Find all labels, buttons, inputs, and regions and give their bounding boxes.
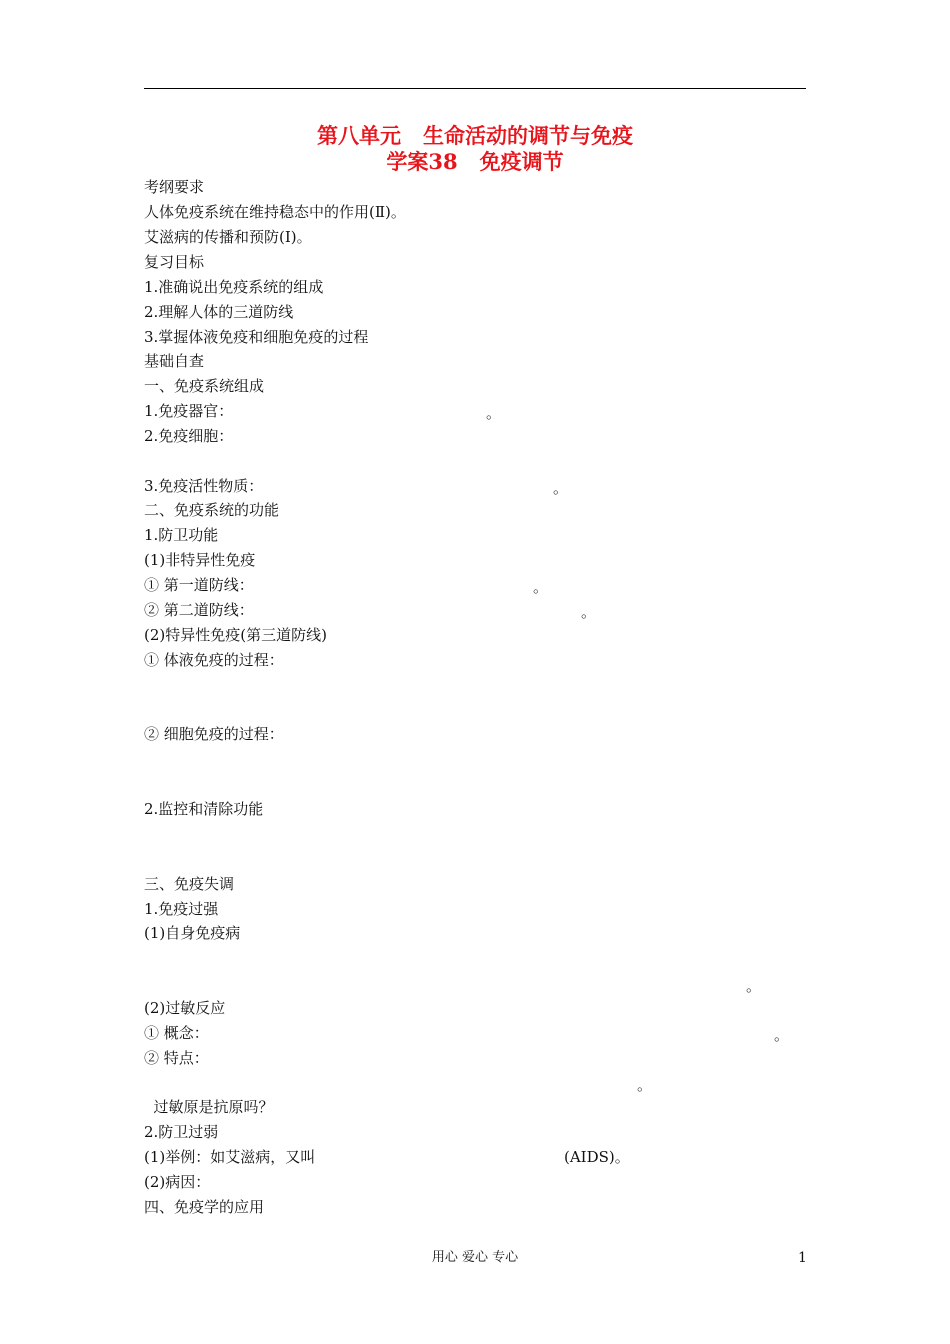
fill-in-item: ② 第二道防线： <box>144 601 254 619</box>
fill-in-item: ① 第一道防线： <box>144 576 254 594</box>
syllabus-item: 人体免疫系统在维持稳态中的作用(Ⅱ)。 <box>144 203 406 221</box>
blank-end-mark: 。 <box>774 1026 790 1044</box>
footer-motto: 用心 爱心 专心 <box>431 1250 519 1265</box>
section-heading-basics: 基础自查 <box>144 352 205 370</box>
fill-in-item: 2.监控和清除功能 <box>144 800 264 818</box>
fill-in-item: 2.防卫过弱 <box>144 1123 219 1141</box>
syllabus-item: 艾滋病的传播和预防(Ⅰ)。 <box>144 228 312 246</box>
fill-in-item: (2)特异性免疫(第三道防线) <box>144 626 327 644</box>
aids-blank-suffix: (AIDS)。 <box>564 1148 630 1166</box>
header-rule <box>144 88 806 89</box>
case-title: 学案38 免疫调节 <box>386 149 564 174</box>
fill-in-item: 1.免疫过强 <box>144 900 219 918</box>
section-heading-goals: 复习目标 <box>144 253 205 271</box>
fill-in-item: (1)自身免疫病 <box>144 924 241 942</box>
fill-in-item: 2.免疫细胞： <box>144 427 234 445</box>
blank-end-mark: 。 <box>746 977 762 995</box>
fill-in-item: 1.免疫器官： <box>144 402 234 420</box>
fill-in-item: ② 特点： <box>144 1049 209 1067</box>
goal-item: 2.理解人体的三道防线 <box>144 303 294 321</box>
page-number: 1 <box>798 1250 807 1266</box>
blank-end-mark: 。 <box>581 603 597 621</box>
blank-end-mark: 。 <box>533 578 549 596</box>
blank-end-mark: 。 <box>637 1076 653 1094</box>
goal-item: 1.准确说出免疫系统的组成 <box>144 278 324 296</box>
subsection-heading: 三、免疫失调 <box>144 875 235 893</box>
section-heading-syllabus: 考纲要求 <box>144 178 205 196</box>
unit-title: 第八单元 生命活动的调节与免疫 <box>317 123 633 148</box>
fill-in-item: (2)过敏反应 <box>144 999 226 1017</box>
fill-in-item: (1)非特异性免疫 <box>144 551 256 569</box>
subsection-heading: 一、免疫系统组成 <box>144 377 265 395</box>
fill-in-item: (1)举例：如艾滋病，又叫 <box>144 1148 316 1166</box>
goal-item: 3.掌握体液免疫和细胞免疫的过程 <box>144 328 369 346</box>
fill-in-item: 1.防卫功能 <box>144 526 219 544</box>
fill-in-item: ① 体液免疫的过程： <box>144 651 284 669</box>
blank-end-mark: 。 <box>486 404 502 422</box>
subsection-heading: 四、免疫学的应用 <box>144 1198 265 1216</box>
fill-in-item: ① 概念： <box>144 1024 209 1042</box>
question-line: 过敏原是抗原吗？ <box>144 1098 274 1116</box>
fill-in-item: ② 细胞免疫的过程： <box>144 725 284 743</box>
fill-in-item: 3.免疫活性物质： <box>144 477 264 495</box>
fill-in-item: (2)病因： <box>144 1173 211 1191</box>
blank-end-mark: 。 <box>553 479 569 497</box>
subsection-heading: 二、免疫系统的功能 <box>144 501 280 519</box>
